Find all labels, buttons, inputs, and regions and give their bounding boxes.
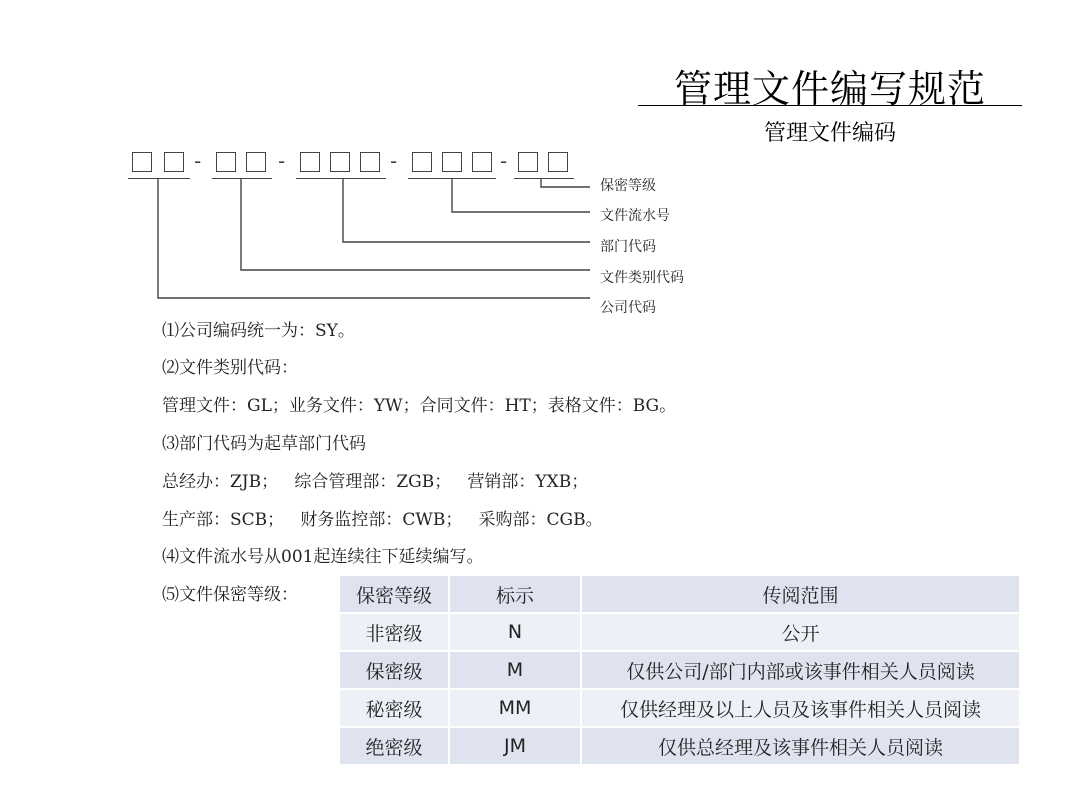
- section-subtitle: 管理文件编码: [763, 121, 896, 146]
- table-cell: JM: [450, 728, 582, 766]
- rule-category-values: 管理文件：GL；业务文件：YW；合同文件：HT；表格文件：BG。: [162, 396, 677, 416]
- leader-serial: [452, 178, 590, 212]
- table-cell: 仅供经理及以上人员及该事件相关人员阅读: [582, 690, 1021, 728]
- table-cell: N: [450, 614, 582, 652]
- leader-company: [158, 178, 590, 298]
- table-cell: 保密级: [340, 652, 450, 690]
- legend-department-label: 部门代码: [600, 239, 656, 255]
- table-cell: MM: [450, 690, 582, 728]
- header-cell: 传阅范围: [582, 576, 1021, 614]
- leader-category: [241, 178, 590, 270]
- table-cell: M: [450, 652, 582, 690]
- legend-company-label: 公司代码: [600, 300, 656, 316]
- table-cell: 仅供总经理及该事件相关人员阅读: [582, 728, 1021, 766]
- page-title: 管理文件编写规范: [673, 67, 986, 111]
- header-cell: 保密等级: [340, 576, 450, 614]
- code-separator: -: [500, 149, 508, 173]
- code-separator: -: [194, 149, 202, 173]
- table-row: [340, 690, 1021, 728]
- table-cell: 公开: [582, 614, 1021, 652]
- rule-secrecy-heading: ⑸文件保密等级：: [162, 585, 298, 605]
- code-separator: -: [278, 149, 286, 173]
- rule-department-values-2: 生产部：SCB； 财务监控部：CWB； 采购部：CGB。: [162, 510, 603, 530]
- header-cell: 标示: [450, 576, 582, 614]
- rule-department-values-1: 总经办：ZJB； 综合管理部：ZGB； 营销部：YXB；: [162, 472, 589, 492]
- table-row: [340, 614, 1021, 652]
- rule-company-code: ⑴公司编码统一为：SY。: [162, 321, 355, 341]
- leader-secrecy: [541, 178, 590, 187]
- table-row: [340, 652, 1021, 690]
- legend-secrecy-label: 保密等级: [600, 178, 656, 194]
- table-cell: 绝密级: [340, 728, 450, 766]
- legend-category-label: 文件类别代码: [600, 270, 684, 286]
- table-row: [340, 728, 1021, 766]
- rule-category-heading: ⑵文件类别代码：: [162, 358, 298, 378]
- rule-department-heading: ⑶部门代码为起草部门代码: [162, 434, 366, 454]
- table-header-row: [340, 576, 1021, 614]
- table-cell: 秘密级: [340, 690, 450, 728]
- code-separator: -: [390, 149, 398, 173]
- table-cell: 仅供公司/部门内部或该事件相关人员阅读: [582, 652, 1021, 690]
- legend-serial-label: 文件流水号: [600, 208, 670, 224]
- table-cell: 非密级: [340, 614, 450, 652]
- secrecy-table: [340, 576, 1021, 766]
- rule-serial-number: ⑷文件流水号从001起连续往下延续编写。: [162, 547, 484, 567]
